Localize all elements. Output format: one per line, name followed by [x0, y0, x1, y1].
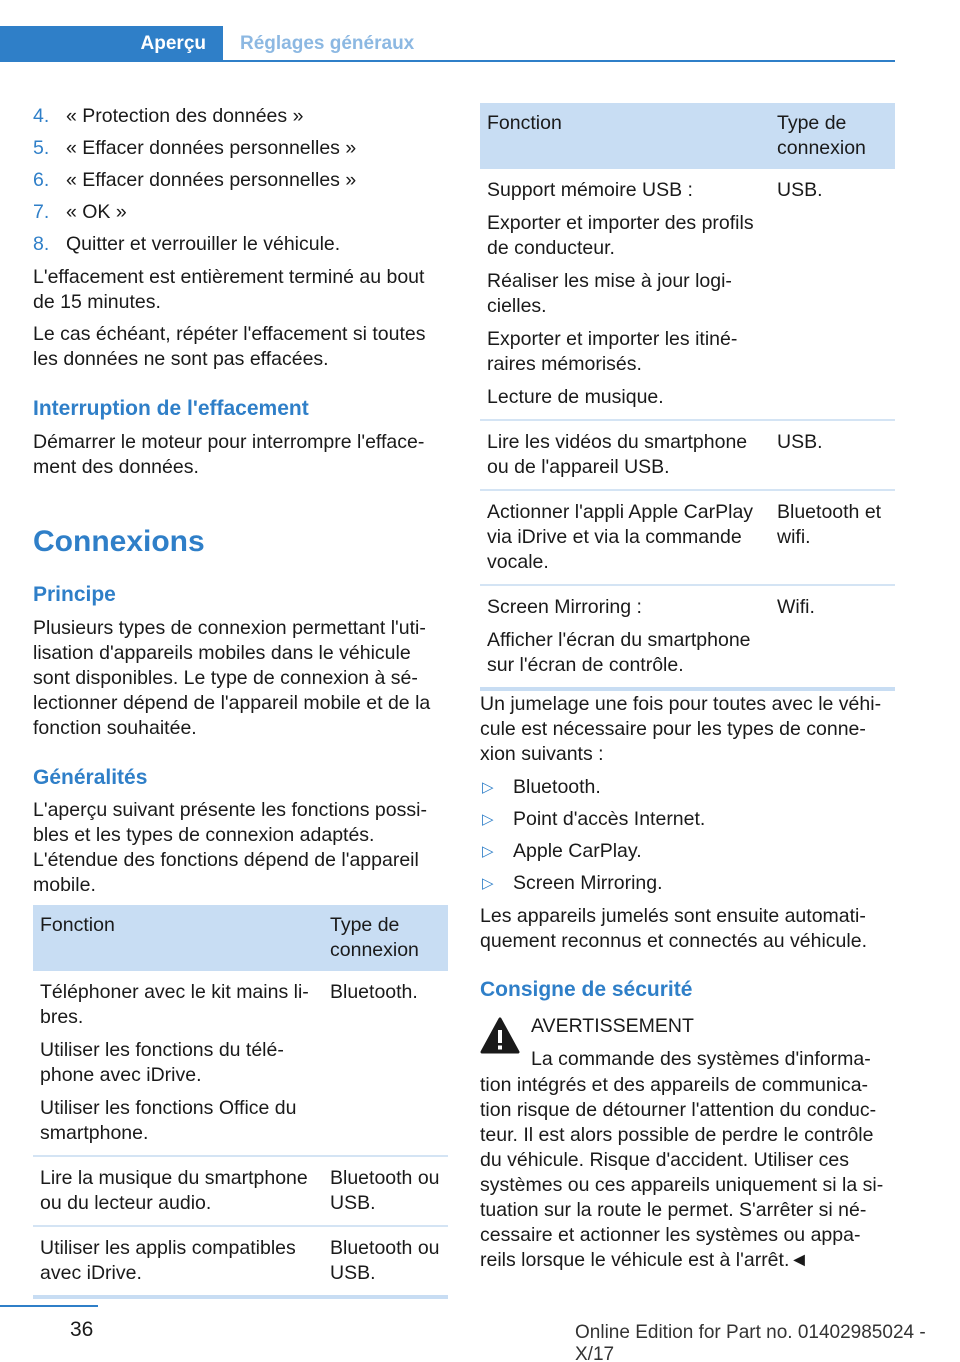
list-item-text: Point d'accès Internet.: [513, 808, 706, 830]
step-item: [33, 168, 448, 200]
paragraph-jumelage: Un jumelage une fois pour toutes avec le véhi‐ cule est nécessaire pour les types de conne‐ xion suivants :: [480, 693, 882, 765]
paragraph-appareils-jumeles: Les appareils jumelés sont ensuite automati‐ quement reconnus et connectés au véhicule.: [480, 905, 868, 952]
cell-fonction: [33, 971, 323, 1156]
list-item-text: Bluetooth.: [513, 776, 601, 798]
tab-reglages-label: Réglages généraux: [240, 33, 415, 54]
list-item: [480, 839, 895, 871]
column-header-fonction: Fonction: [33, 905, 323, 971]
cell-type: Wifi.: [770, 585, 895, 689]
list-item-text: Apple CarPlay.: [513, 840, 642, 862]
tab-apercu-label: Aperçu: [140, 33, 206, 54]
heading-consigne-securite: Consigne de sécurité: [480, 978, 693, 1001]
cell-type: Bluetooth ou USB.: [323, 1156, 448, 1226]
table-row: [480, 169, 895, 420]
paragraph-interruption: Démarrer le moteur pour interrompre l'efface‐ ment des données.: [33, 431, 425, 478]
cell-fonction: [480, 490, 770, 585]
table-row: [33, 1156, 448, 1226]
triangle-bullet-icon: ▷: [482, 811, 494, 828]
table-header-row: [33, 905, 448, 971]
step-number: 6.: [33, 169, 50, 191]
step-number: 8.: [33, 233, 50, 255]
tab-reglages-generaux[interactable]: [240, 26, 414, 62]
paragraph-repeter: Le cas échéant, répéter l'effacement si toutes les données ne sont pas effacées.: [33, 323, 426, 370]
cell-fonction: [480, 420, 770, 490]
table-row: [33, 971, 448, 1156]
heading-connexions: Connexions: [33, 525, 205, 558]
cell-fonction: [480, 169, 770, 420]
warning-text-first-line: La commande des systèmes d'informa‐: [531, 1048, 871, 1070]
page-number: 36: [70, 1318, 94, 1341]
cell-text: Support mémoire USB :: [487, 179, 693, 201]
warning-text: tion intégrés et des appareils de communica‐ tion risque de détourner l'attention du conduc‐ teur. Il est alors possible de perdre le contrôle du véhicule. Risque d'accident. Utiliser ces systèmes ou ces appareils uniquement si la si‐ tuation sur la route le permet. S'arrêter si né‐ cessaire et actionner les systèmes ou appa‐ reils lorsque le véhicule est à l'arrêt.◄: [480, 1074, 884, 1271]
step-text: « OK »: [66, 201, 127, 223]
triangle-bullet-icon: ▷: [482, 875, 494, 892]
triangle-bullet-icon: ▷: [482, 779, 494, 796]
list-item: [480, 775, 895, 807]
table-row: [480, 585, 895, 689]
table-row: [480, 490, 895, 585]
cell-text: Utiliser les applis compatibles avec iDrive.: [40, 1237, 296, 1284]
list-item: [480, 807, 895, 839]
column-header-type: Type de connexion: [770, 103, 895, 169]
paragraph-generalites-1: L'aperçu suivant présente les fonctions possi‐ bles et les types de connexion adaptés.: [33, 799, 427, 846]
cell-text: Lecture de musique.: [487, 386, 664, 408]
heading-principe: Principe: [33, 583, 116, 606]
list-item: [480, 871, 895, 903]
warning-triangle-icon: [480, 1017, 520, 1055]
function-table-2: [480, 103, 895, 691]
edition-note: Online Edition for Part no. 01402985024 - X/17: [575, 1322, 926, 1362]
cell-text: Actionner l'appli Apple CarPlay via iDrive et via la commande vocale.: [487, 501, 754, 573]
warning-title: AVERTISSEMENT: [531, 1015, 694, 1037]
cell-fonction: [33, 1226, 323, 1297]
function-table-1: [33, 905, 448, 1299]
cell-text: Screen Mirroring :: [487, 596, 642, 618]
heading-generalites: Généralités: [33, 766, 148, 789]
table-header-row: [480, 103, 895, 169]
cell-text: Lire les vidéos du smartphone ou de l'appareil USB.: [487, 431, 748, 478]
step-number: 7.: [33, 201, 50, 223]
cell-type: Bluetooth et wifi.: [770, 490, 895, 585]
heading-interruption: Interruption de l'effacement: [33, 397, 309, 420]
paragraph-principe: Plusieurs types de connexion permettant l'uti‐ lisation d'appareils mobiles dans le véhicule sont disponibles. Le type de connexion à sé‐ lectionner dépend de l'appareil mobile et de la fonction souhaitée.: [33, 617, 431, 739]
table-row: [480, 420, 895, 490]
step-text: « Effacer données personnelles »: [66, 137, 357, 159]
step-item: [33, 232, 448, 264]
connection-types-list: [480, 775, 895, 903]
list-item-text: Screen Mirroring.: [513, 872, 663, 894]
cell-text: Utiliser les fonctions Office du smartphone.: [40, 1097, 297, 1144]
column-header-fonction: Fonction: [480, 103, 770, 169]
step-item: [33, 200, 448, 232]
footer-divider: [0, 1305, 98, 1307]
cell-text: Exporter et importer les itiné‐ raires mémorisés.: [487, 328, 738, 375]
step-item: [33, 104, 448, 136]
steps-list: [33, 104, 448, 264]
cell-type: Bluetooth.: [323, 971, 448, 1156]
cell-text: Téléphoner avec le kit mains li‐ bres.: [40, 981, 309, 1028]
step-text: Quitter et verrouiller le véhicule.: [66, 233, 341, 255]
step-text: « Effacer données personnelles »: [66, 169, 357, 191]
paragraph-generalites-2: L'étendue des fonctions dépend de l'appareil mobile.: [33, 849, 419, 896]
cell-text: Réaliser les mise à jour logi‐ cielles.: [487, 270, 732, 317]
step-item: [33, 136, 448, 168]
cell-fonction: [480, 585, 770, 689]
cell-text: Exporter et importer des profils de conducteur.: [487, 212, 754, 259]
triangle-bullet-icon: ▷: [482, 843, 494, 860]
cell-fonction: [33, 1156, 323, 1226]
cell-type: Bluetooth ou USB.: [323, 1226, 448, 1297]
cell-text: Utiliser les fonctions du télé‐ phone avec iDrive.: [40, 1039, 284, 1086]
cell-text: Lire la musique du smartphone ou du lecteur audio.: [40, 1167, 308, 1214]
paragraph-effacement-duree: L'effacement est entièrement terminé au bout de 15 minutes.: [33, 266, 425, 313]
column-header-type: Type de connexion: [323, 905, 448, 971]
cell-text: Afficher l'écran du smartphone sur l'écran de contrôle.: [487, 629, 751, 676]
step-number: 4.: [33, 105, 50, 127]
tab-apercu[interactable]: [0, 26, 223, 62]
header-tabs: [0, 26, 895, 62]
step-number: 5.: [33, 137, 50, 159]
cell-type: USB.: [770, 169, 895, 420]
cell-type: USB.: [770, 420, 895, 490]
table-row: [33, 1226, 448, 1297]
step-text: « Protection des données »: [66, 105, 304, 127]
